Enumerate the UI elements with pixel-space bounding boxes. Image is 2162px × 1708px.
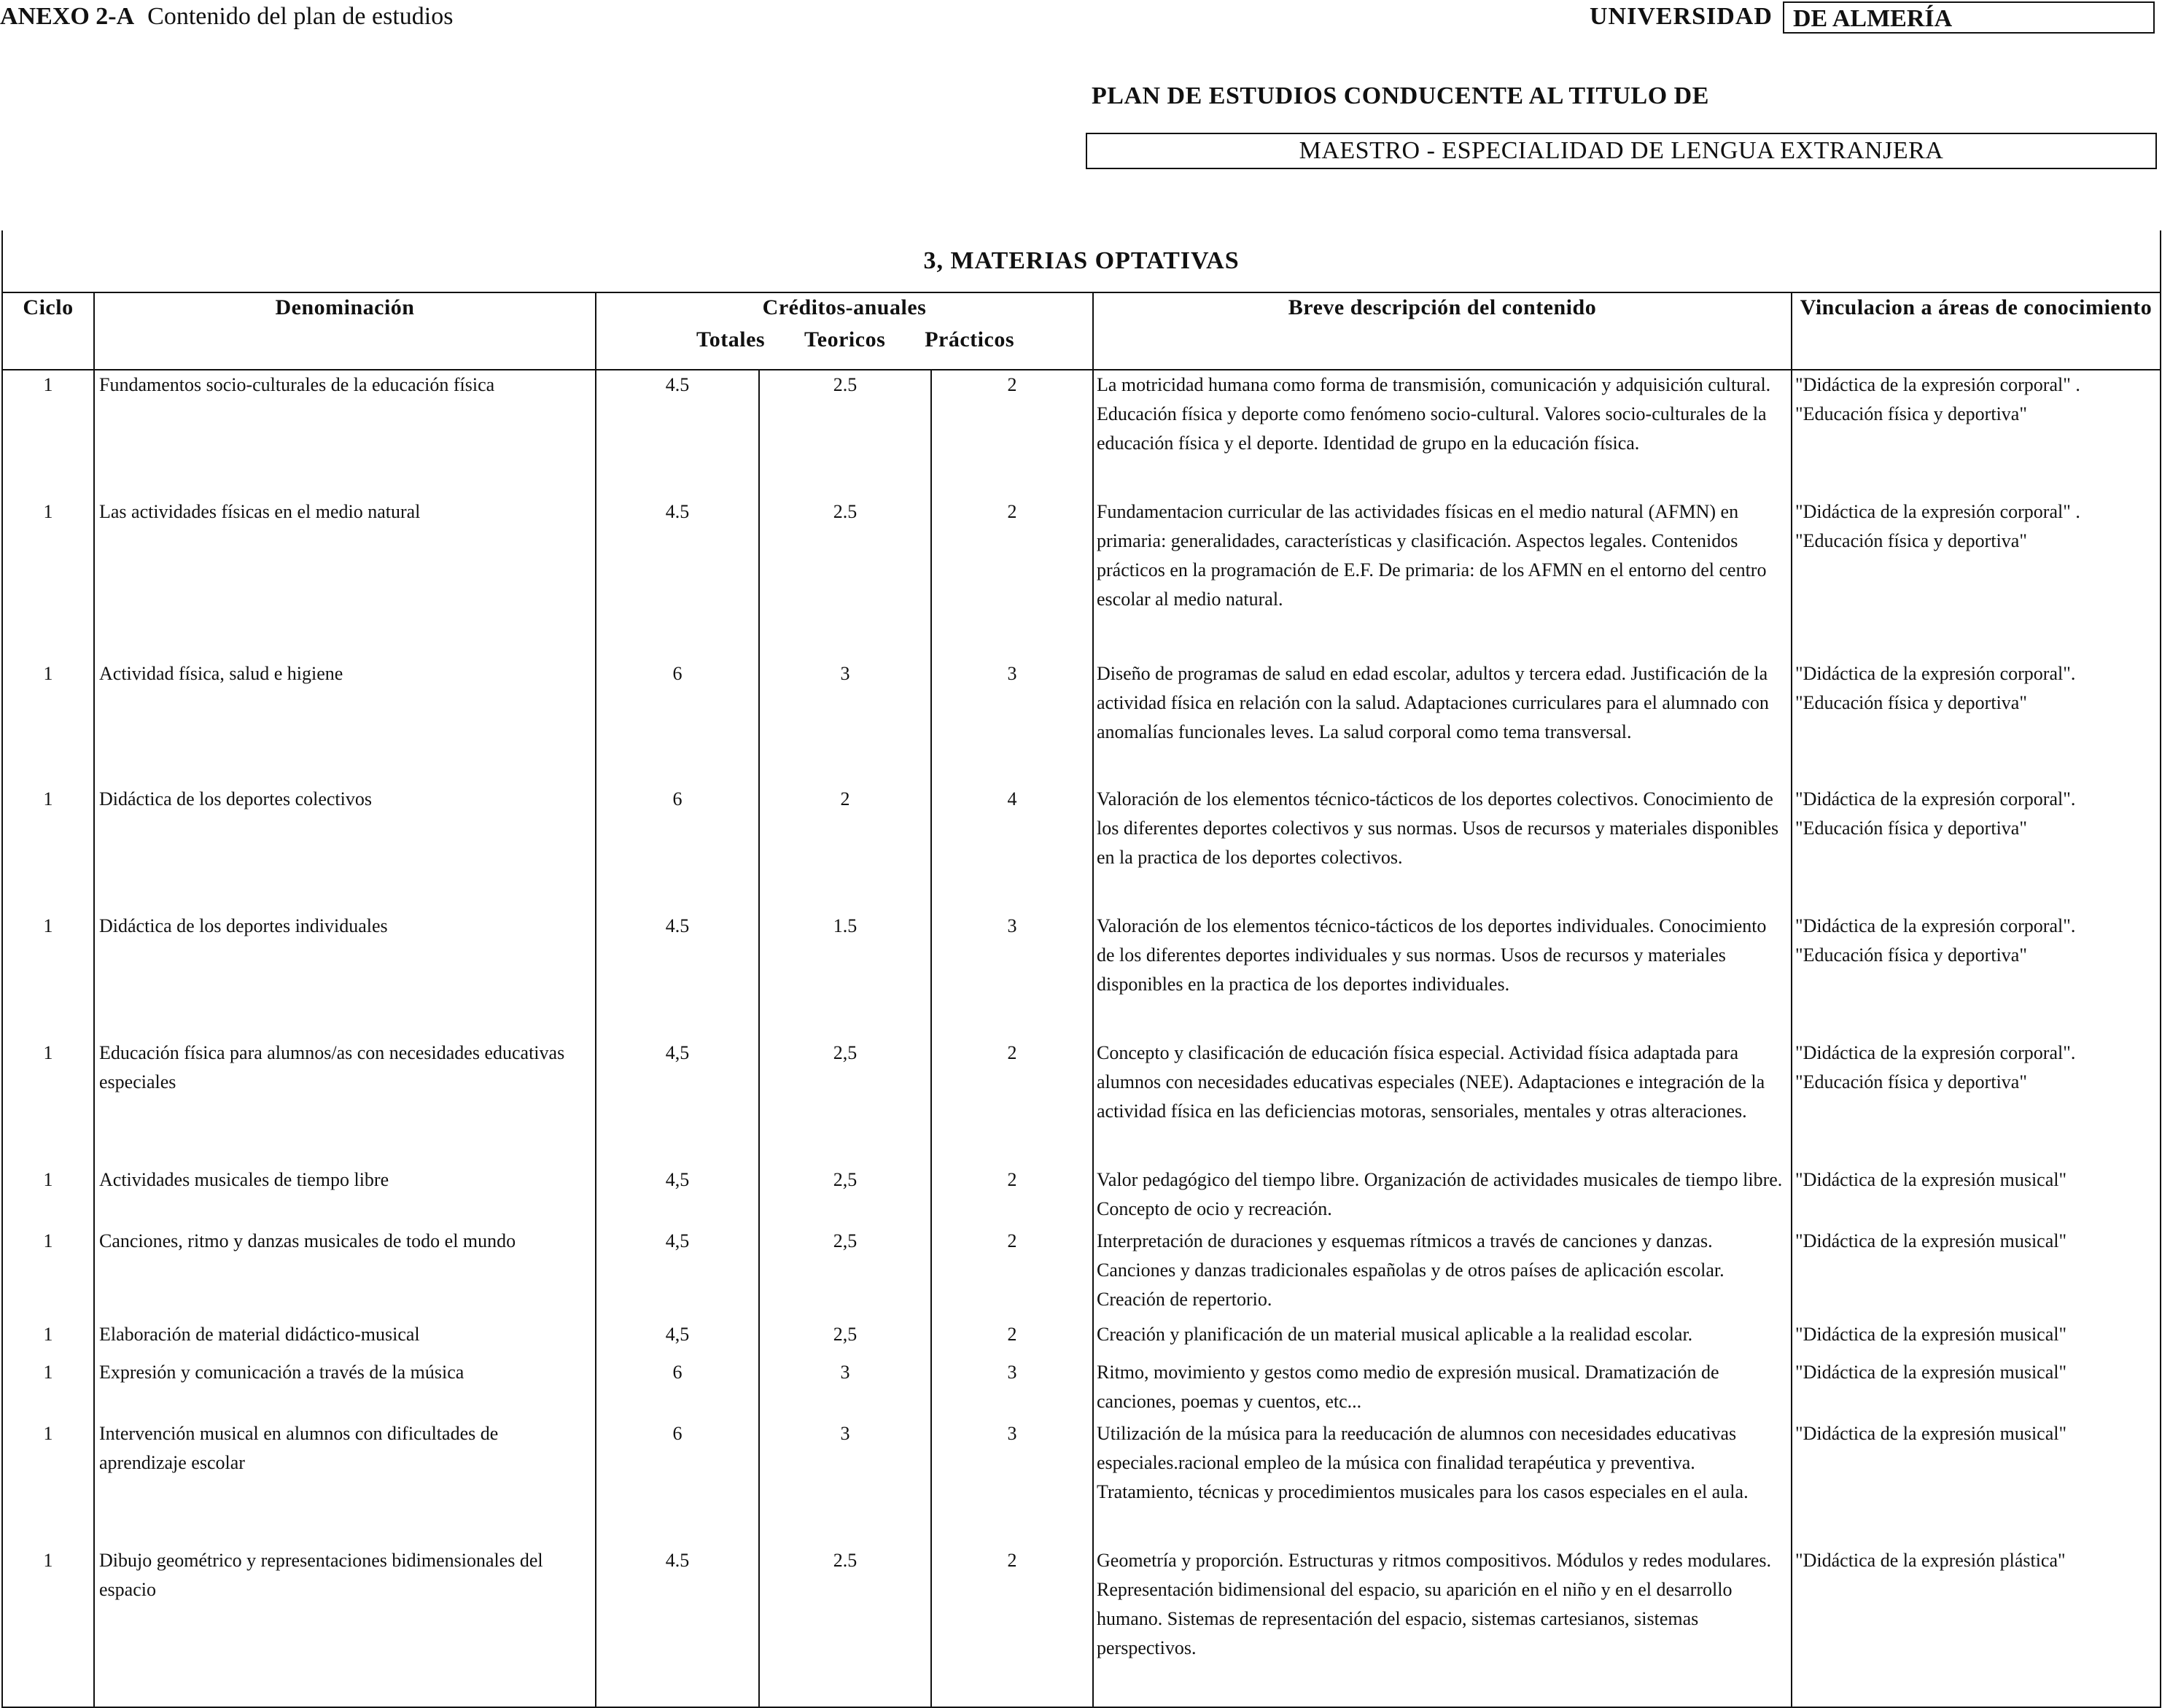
cell-ciclo: 1	[2, 497, 94, 659]
col-header-practicos: Prácticos	[925, 327, 1014, 352]
cell-practicos: 4	[931, 785, 1093, 912]
cell-descripcion: Utilización de la música para la reeducación de alumnos con necesidades educativas especiales.racional empleo de la música con finalidad terapéutica y preventiva. Tratamiento, técnicas y procedimientos musicales para los casos especiales en el aula.	[1093, 1419, 1792, 1546]
annex-label: ANEXO 2-A	[0, 3, 135, 30]
cell-denominacion: Las actividades físicas en el medio natural	[94, 497, 596, 659]
cell-totales: 6	[596, 1358, 759, 1419]
table-row	[2, 370, 2161, 497]
col-header-ciclo: Ciclo	[2, 292, 94, 370]
cell-denominacion: Canciones, ritmo y danzas musicales de todo el mundo	[94, 1227, 596, 1320]
cell-vinculacion: "Didáctica de la expresión corporal". "Educación física y deportiva"	[1792, 912, 2161, 1039]
cell-ciclo: 1	[2, 1419, 94, 1546]
cell-denominacion: Actividades musicales de tiempo libre	[94, 1165, 596, 1227]
annex-header	[0, 3, 453, 31]
cell-denominacion: Expresión y comunicación a través de la música	[94, 1358, 596, 1419]
col-header-denominacion: Denominación	[94, 292, 596, 370]
cell-totales: 6	[596, 659, 759, 785]
cell-teoricos: 2,5	[759, 1227, 931, 1320]
cell-vinculacion: "Didáctica de la expresión musical"	[1792, 1165, 2161, 1227]
cell-denominacion: Educación física para alumnos/as con necesidades educativas especiales	[94, 1039, 596, 1165]
cell-vinculacion: "Didáctica de la expresión corporal". "Educación física y deportiva"	[1792, 659, 2161, 785]
cell-ciclo: 1	[2, 1165, 94, 1227]
cell-teoricos: 3	[759, 1358, 931, 1419]
cell-practicos: 3	[931, 912, 1093, 1039]
optional-subjects-table	[1, 230, 2161, 1708]
cell-ciclo: 1	[2, 785, 94, 912]
plan-title: PLAN DE ESTUDIOS CONDUCENTE AL TITULO DE	[1092, 82, 1709, 109]
cell-descripcion: Creación y planificación de un material musical aplicable a la realidad escolar.	[1093, 1320, 1792, 1358]
cell-vinculacion: "Didáctica de la expresión musical"	[1792, 1358, 2161, 1419]
cell-ciclo: 1	[2, 1227, 94, 1320]
cell-teoricos: 2,5	[759, 1165, 931, 1227]
table-row	[2, 785, 2161, 912]
university-label: UNIVERSIDAD	[1590, 3, 1773, 30]
cell-teoricos: 1.5	[759, 912, 931, 1039]
cell-denominacion: Didáctica de los deportes individuales	[94, 912, 596, 1039]
cell-descripcion: Fundamentacion curricular de las actividades físicas en el medio natural (AFMN) en primaria: generalidades, características y clasificación. Aspectos legales. Contenidos prácticos en la programación de E.F. De primaria: de los AFMN en el entorno del centro escolar al medio natural.	[1093, 497, 1792, 659]
cell-descripcion: Interpretación de duraciones y esquemas rítmicos a través de canciones y danzas. Canciones y danzas tradicionales españolas y de otros países de aplicación escolar. Creación de repertorio.	[1093, 1227, 1792, 1320]
cell-practicos: 3	[931, 1419, 1093, 1546]
cell-ciclo: 1	[2, 912, 94, 1039]
cell-vinculacion: "Didáctica de la expresión plástica"	[1792, 1546, 2161, 1707]
col-header-totales: Totales	[696, 327, 766, 352]
creditos-subheaders	[596, 325, 1092, 354]
table-row	[2, 1039, 2161, 1165]
cell-vinculacion: "Didáctica de la expresión musical"	[1792, 1419, 2161, 1546]
cell-descripcion: Valor pedagógico del tiempo libre. Organización de actividades musicales de tiempo libre. Concepto de ocio y recreación.	[1093, 1165, 1792, 1227]
cell-ciclo: 1	[2, 1358, 94, 1419]
cell-descripcion: Valoración de los elementos técnico-tácticos de los deportes colectivos. Conocimiento de los diferentes deportes colectivos y sus normas. Usos de recursos y materiales disponibles en la practica de los deportes colectivos.	[1093, 785, 1792, 912]
cell-descripcion: Geometría y proporción. Estructuras y ritmos compositivos. Módulos y redes modulares. Representación bidimensional del espacio, su aparición en el niño y en el desarrollo humano. Sistemas de representación del espacio, sistemas cartesianos, sistemas perspectivos.	[1093, 1546, 1792, 1707]
cell-practicos: 2	[931, 1320, 1093, 1358]
cell-denominacion: Intervención musical en alumnos con dificultades de aprendizaje escolar	[94, 1419, 596, 1546]
table-row	[2, 1358, 2161, 1419]
cell-vinculacion: "Didáctica de la expresión corporal" . "Educación física y deportiva"	[1792, 370, 2161, 497]
cell-vinculacion: "Didáctica de la expresión corporal" . "Educación física y deportiva"	[1792, 497, 2161, 659]
annex-subtitle: Contenido del plan de estudios	[147, 3, 454, 30]
cell-totales: 4.5	[596, 1546, 759, 1707]
cell-vinculacion: "Didáctica de la expresión corporal". "Educación física y deportiva"	[1792, 785, 2161, 912]
cell-denominacion: Fundamentos socio-culturales de la educación física	[94, 370, 596, 497]
col-header-descripcion: Breve descripción del contenido	[1093, 292, 1792, 370]
cell-denominacion: Didáctica de los deportes colectivos	[94, 785, 596, 912]
table-row	[2, 912, 2161, 1039]
cell-teoricos: 2.5	[759, 370, 931, 497]
cell-descripcion: La motricidad humana como forma de transmisión, comunicación y adquisición cultural. Educación física y deporte como fenómeno socio-cultural. Valores socio-culturales de la educación física y el deporte. Identidad de grupo en la educación física.	[1093, 370, 1792, 497]
cell-teoricos: 2	[759, 785, 931, 912]
table-row	[2, 1320, 2161, 1358]
cell-descripcion: Valoración de los elementos técnico-tácticos de los deportes individuales. Conocimiento de los diferentes deportes individuales y sus normas. Usos de recursos y materiales disponibles en la practica de los deportes individuales.	[1093, 912, 1792, 1039]
cell-denominacion: Actividad física, salud e higiene	[94, 659, 596, 785]
cell-totales: 4,5	[596, 1039, 759, 1165]
cell-practicos: 3	[931, 659, 1093, 785]
optional-subjects-table-wrap	[1, 230, 2160, 1674]
cell-vinculacion: "Didáctica de la expresión corporal". "Educación física y deportiva"	[1792, 1039, 2161, 1165]
col-header-vinculacion: Vinculacion a áreas de conocimiento	[1792, 292, 2161, 370]
cell-descripcion: Diseño de programas de salud en edad escolar, adultos y tercera edad. Justificación de la actividad física en relación con la salud. Adaptaciones curriculares para el alumnado con anomalías funcionales leves. La salud corporal como tema transversal.	[1093, 659, 1792, 785]
creditos-title: Créditos-anuales	[762, 295, 927, 319]
table-row	[2, 659, 2161, 785]
cell-totales: 6	[596, 1419, 759, 1546]
university-name-box: DE ALMERÍA	[1783, 1, 2155, 34]
section-title: 3, MATERIAS OPTATIVAS	[2, 230, 2161, 292]
table-row	[2, 1546, 2161, 1707]
cell-vinculacion: "Didáctica de la expresión musical"	[1792, 1227, 2161, 1320]
cell-totales: 4.5	[596, 370, 759, 497]
cell-ciclo: 1	[2, 1320, 94, 1358]
cell-practicos: 2	[931, 1227, 1093, 1320]
cell-denominacion: Elaboración de material didáctico-musical	[94, 1320, 596, 1358]
cell-denominacion: Dibujo geométrico y representaciones bidimensionales del espacio	[94, 1546, 596, 1707]
cell-practicos: 3	[931, 1358, 1093, 1419]
cell-teoricos: 2,5	[759, 1039, 931, 1165]
cell-teoricos: 2.5	[759, 497, 931, 659]
cell-descripcion: Ritmo, movimiento y gestos como medio de expresión musical. Dramatización de canciones, poemas y cuentos, etc...	[1093, 1358, 1792, 1419]
cell-totales: 4,5	[596, 1165, 759, 1227]
cell-ciclo: 1	[2, 659, 94, 785]
cell-ciclo: 1	[2, 1039, 94, 1165]
cell-vinculacion: "Didáctica de la expresión musical"	[1792, 1320, 2161, 1358]
cell-teoricos: 2.5	[759, 1546, 931, 1707]
cell-teoricos: 2,5	[759, 1320, 931, 1358]
cell-practicos: 2	[931, 1039, 1093, 1165]
cell-descripcion: Concepto y clasificación de educación física especial. Actividad física adaptada para alumnos con necesidades educativas especiales (NEE). Adaptaciones e integración de la actividad física en las deficiencias motoras, sensoriales, mentales y otras alteraciones.	[1093, 1039, 1792, 1165]
table-body	[2, 370, 2161, 1707]
cell-ciclo: 1	[2, 1546, 94, 1707]
cell-teoricos: 3	[759, 659, 931, 785]
cell-teoricos: 3	[759, 1419, 931, 1546]
col-header-teoricos: Teoricos	[804, 327, 886, 352]
cell-totales: 6	[596, 785, 759, 912]
degree-box: MAESTRO - ESPECIALIDAD DE LENGUA EXTRANJERA	[1086, 133, 2157, 169]
cell-practicos: 2	[931, 1165, 1093, 1227]
table-row	[2, 1165, 2161, 1227]
cell-ciclo: 1	[2, 370, 94, 497]
cell-totales: 4,5	[596, 1320, 759, 1358]
col-header-creditos	[596, 292, 1093, 370]
table-row	[2, 497, 2161, 659]
cell-practicos: 2	[931, 1546, 1093, 1707]
cell-practicos: 2	[931, 497, 1093, 659]
cell-totales: 4.5	[596, 497, 759, 659]
cell-totales: 4.5	[596, 912, 759, 1039]
table-row	[2, 1419, 2161, 1546]
table-row	[2, 1227, 2161, 1320]
cell-practicos: 2	[931, 370, 1093, 497]
cell-totales: 4,5	[596, 1227, 759, 1320]
